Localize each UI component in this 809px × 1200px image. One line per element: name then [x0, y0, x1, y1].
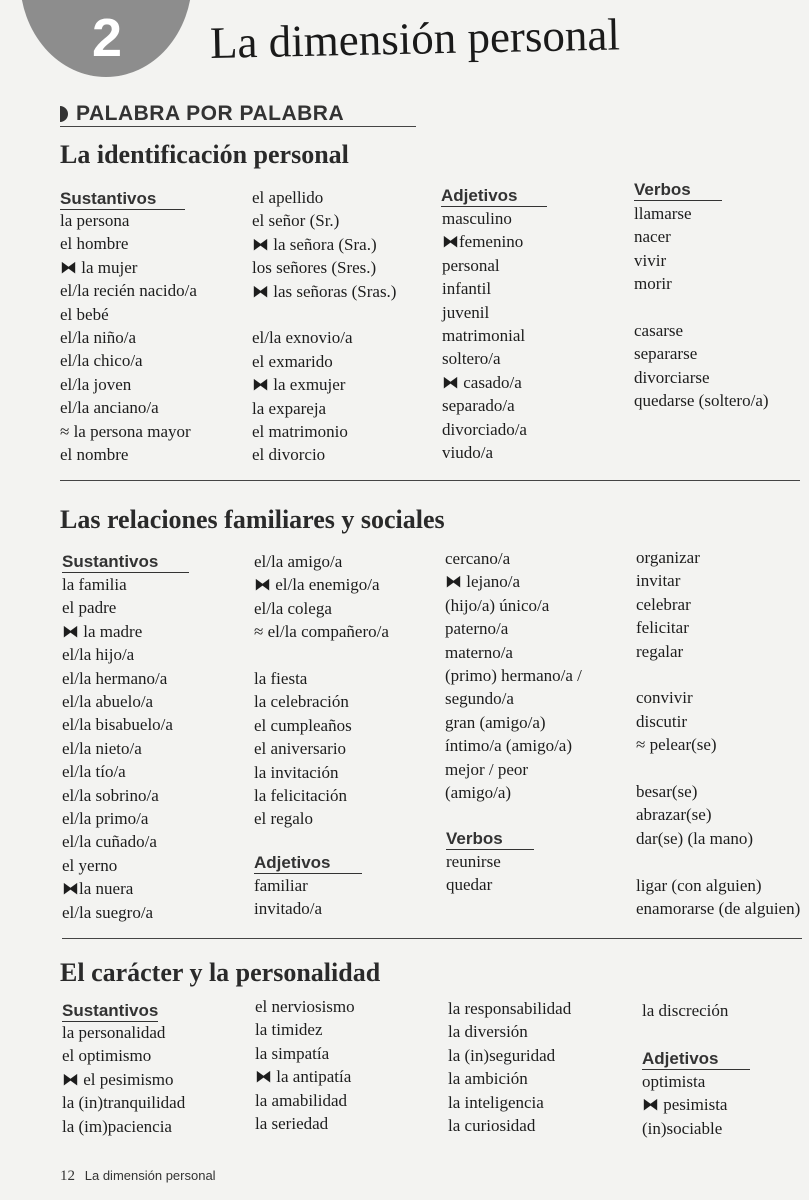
- section-divider: [62, 938, 802, 939]
- vocabulary-item: cercano/a: [445, 549, 511, 568]
- vocabulary-item: discutir: [636, 711, 687, 731]
- vocabulary-item: llamarse: [634, 204, 692, 223]
- vocabulary-item: felicitar: [636, 618, 689, 638]
- vocabulary-item: el matrimonio: [252, 422, 348, 442]
- vocabulary-item: dar(se) (la mano): [636, 828, 754, 848]
- vocabulary-item: la discreción: [642, 1001, 729, 1020]
- vocabulary-item: el divorcio: [252, 445, 326, 465]
- vocabulary-item: la personalidad: [62, 1023, 166, 1042]
- section-title-relaciones: Las relaciones familiares y sociales: [60, 505, 445, 534]
- column-heading-sustantivos: Sustantivos: [62, 551, 189, 573]
- vocabulary-item: la persona: [60, 211, 130, 230]
- vocabulary-item: el regalo: [254, 809, 313, 829]
- list-spacer: [634, 296, 769, 319]
- vocabulary-item: la expareja: [252, 398, 327, 418]
- vocabulary-item: el/la exnovio/a: [252, 328, 353, 348]
- vocabulary-item: ≈ el/la compañero/a: [254, 622, 389, 642]
- vocabulary-item: el/la colega: [254, 598, 332, 618]
- vocabulary-item: el/la abuelo/a: [62, 692, 154, 712]
- vocabulary-item: la diversión: [448, 1022, 528, 1042]
- vocabulary-item: ⧓ casado/a: [442, 372, 522, 392]
- list-spacer: [252, 303, 396, 326]
- vocabulary-item: juvenil: [442, 302, 490, 322]
- list-spacer: [636, 850, 800, 873]
- vocabulary-item: nacer: [634, 227, 671, 247]
- word-list-caracter-col2: [255, 995, 355, 1135]
- word-list-relaciones-col3: [445, 547, 582, 804]
- column-heading-verbos: Verbos: [634, 179, 722, 201]
- vocabulary-item: divorciarse: [634, 367, 710, 387]
- vocabulary-item: infantil: [442, 279, 492, 299]
- vocabulary-item: ⧓ la madre: [62, 621, 143, 641]
- vocabulary-item: invitar: [636, 571, 681, 591]
- vocabulary-item: paterno/a: [445, 619, 509, 639]
- vocabulary-item: el exmarido: [252, 351, 333, 371]
- column-heading-adjetivos: Adjetivos: [254, 852, 362, 874]
- vocabulary-item: (amigo/a): [445, 783, 512, 803]
- vocabulary-item: la celebración: [254, 692, 349, 712]
- vocabulary-item: (in)sociable: [642, 1118, 723, 1138]
- vocabulary-item: el optimismo: [62, 1046, 152, 1066]
- vocabulary-item: segundo/a: [445, 689, 514, 709]
- vocabulary-item: íntimo/a (amigo/a): [445, 736, 572, 756]
- word-list-identificacion-col2: [252, 186, 396, 467]
- vocabulary-item: besar(se): [636, 782, 698, 802]
- vocabulary-item: el/la hijo/a: [62, 645, 135, 665]
- vocabulary-item: el señor (Sr.): [252, 211, 340, 231]
- list-spacer: [636, 663, 800, 686]
- word-list-caracter-sustantivos: [62, 1021, 185, 1138]
- vocabulary-item: la familia: [62, 575, 127, 594]
- vocabulary-item: el yerno: [62, 855, 118, 875]
- footer-title: La dimensión personal: [84, 1168, 216, 1183]
- vocabulary-item: matrimonial: [442, 326, 526, 346]
- vocabulary-item: ⧓ la señora (Sra.): [252, 234, 377, 254]
- vocabulary-item: la curiosidad: [448, 1116, 536, 1136]
- vocabulary-item: gran (amigo/a): [445, 712, 546, 732]
- vocabulary-item: regalar: [636, 641, 684, 661]
- vocabulary-item: la simpatía: [255, 1043, 330, 1063]
- column-heading-sustantivos: Sustantivos: [62, 1001, 159, 1020]
- vocabulary-item: masculino: [442, 209, 512, 228]
- vocabulary-item: ⧓ pesimista: [642, 1095, 728, 1115]
- vocabulary-item: celebrar: [636, 594, 691, 614]
- section-title-caracter: El carácter y la personalidad: [60, 958, 381, 987]
- vocabulary-item: ⧓ lejano/a: [445, 572, 521, 592]
- vocabulary-item: separarse: [634, 344, 698, 364]
- vocabulary-item: vivir: [634, 250, 667, 270]
- word-list-identificacion-adjetivos: [442, 207, 527, 464]
- vocabulary-item: optimista: [642, 1072, 706, 1091]
- vocabulary-item: personal: [442, 255, 500, 275]
- word-list-relaciones-sustantivos: [62, 573, 173, 924]
- vocabulary-item: quedar: [446, 875, 493, 895]
- vocabulary-item: el/la hermano/a: [62, 668, 168, 688]
- chapter-number: 2: [91, 8, 123, 68]
- chapter-title: La dimensión personal: [209, 9, 621, 68]
- word-list-relaciones-verbos: [446, 850, 501, 897]
- word-list-caracter-col4: [642, 999, 728, 1022]
- word-list-relaciones-col2: [254, 550, 389, 831]
- vocabulary-item: ⧓ el/la enemigo/a: [254, 575, 380, 595]
- word-list-caracter-adjetivos: [642, 1070, 727, 1140]
- vocabulary-item: la (in)seguridad: [448, 1045, 556, 1065]
- vocabulary-item: invitado/a: [254, 899, 322, 919]
- vocabulary-item: los señores (Sres.): [252, 258, 377, 278]
- vocabulary-item: viudo/a: [442, 443, 493, 463]
- vocabulary-item: el/la amigo/a: [254, 552, 343, 571]
- section-kicker: [60, 102, 416, 127]
- list-spacer: [254, 644, 389, 667]
- vocabulary-item: reunirse: [446, 852, 501, 871]
- section-divider: [60, 480, 800, 481]
- vocabulary-item: (hijo/a) único/a: [445, 595, 550, 615]
- vocabulary-item: la seriedad: [255, 1114, 329, 1134]
- vocabulary-item: ⧓ las señoras (Sras.): [252, 281, 397, 301]
- vocabulary-item: la amabilidad: [255, 1090, 348, 1110]
- section-title-identificacion: La identificación personal: [60, 140, 349, 169]
- vocabulary-item: la felicitación: [254, 786, 347, 806]
- vocabulary-item: el/la niño/a: [60, 328, 137, 348]
- vocabulary-item: la (in)tranquilidad: [62, 1093, 186, 1113]
- word-list-identificacion-verbos: [634, 202, 769, 413]
- vocabulary-item: ≈ la persona mayor: [60, 421, 191, 441]
- vocabulary-item: ⧓la nuera: [62, 879, 134, 899]
- vocabulary-item: familiar: [254, 876, 308, 895]
- vocabulary-item: divorciado/a: [442, 419, 527, 439]
- vocabulary-item: la ambición: [448, 1069, 528, 1089]
- column-heading-verbos: Verbos: [446, 828, 534, 850]
- vocabulary-item: el padre: [62, 598, 117, 618]
- half-circle-bullet-icon: [60, 106, 68, 122]
- vocabulary-item: el bebé: [60, 304, 109, 324]
- vocabulary-item: el nerviosismo: [255, 997, 355, 1016]
- vocabulary-item: ⧓femenino: [442, 232, 524, 252]
- column-heading-adjetivos: Adjetivos: [441, 185, 547, 207]
- vocabulary-item: organizar: [636, 548, 700, 567]
- vocabulary-item: morir: [634, 274, 672, 294]
- vocabulary-item: el/la suegro/a: [62, 902, 154, 922]
- word-list-caracter-col3: [448, 997, 571, 1137]
- vocabulary-item: separado/a: [442, 396, 515, 416]
- vocabulary-item: el aniversario: [254, 739, 347, 759]
- vocabulary-item: el/la nieto/a: [62, 738, 142, 758]
- vocabulary-item: ≈ pelear(se): [636, 735, 717, 755]
- vocabulary-item: el hombre: [60, 234, 129, 254]
- vocabulary-item: la (im)paciencia: [62, 1116, 172, 1136]
- vocabulary-item: ⧓ la exmujer: [252, 375, 346, 395]
- vocabulary-item: el/la anciano/a: [60, 398, 159, 418]
- vocabulary-item: materno/a: [445, 642, 513, 662]
- vocabulary-item: ⧓ el pesimismo: [62, 1069, 174, 1089]
- vocabulary-item: el/la bisabuelo/a: [62, 715, 173, 735]
- word-list-relaciones-adjetivos: [254, 874, 322, 921]
- vocabulary-item: el/la cuñado/a: [62, 832, 157, 852]
- vocabulary-item: enamorarse (de alguien): [636, 899, 801, 919]
- word-list-relaciones-col4: [636, 546, 800, 920]
- vocabulary-item: la invitación: [254, 762, 339, 782]
- vocabulary-item: mejor / peor: [445, 759, 529, 779]
- vocabulary-item: quedarse (soltero/a): [634, 391, 769, 411]
- section-kicker-label: PALABRA POR PALABRA: [76, 102, 345, 125]
- vocabulary-item: la responsabilidad: [448, 999, 572, 1018]
- vocabulary-item: casarse: [634, 321, 684, 341]
- vocabulary-item: la inteligencia: [448, 1092, 544, 1112]
- vocabulary-item: la timidez: [255, 1020, 323, 1040]
- vocabulary-item: la fiesta: [254, 669, 308, 689]
- vocabulary-item: ⧓ la mujer: [60, 257, 138, 277]
- vocabulary-item: el/la primo/a: [62, 809, 149, 829]
- list-spacer: [636, 757, 800, 780]
- vocabulary-item: el/la sobrino/a: [62, 785, 159, 805]
- vocabulary-item: el/la joven: [60, 374, 132, 394]
- vocabulary-item: el apellido: [252, 188, 324, 207]
- vocabulary-item: el nombre: [60, 445, 129, 465]
- column-heading-sustantivos: Sustantivos: [60, 188, 185, 210]
- vocabulary-item: el/la chico/a: [60, 351, 143, 371]
- page-number: 12: [60, 1168, 75, 1184]
- vocabulary-item: convivir: [636, 688, 693, 708]
- vocabulary-item: soltero/a: [442, 349, 501, 369]
- vocabulary-item: ligar (con alguien): [636, 875, 762, 895]
- vocabulary-item: el/la recién nacido/a: [60, 281, 197, 301]
- vocabulary-item: el cumpleaños: [254, 715, 352, 735]
- vocabulary-item: ⧓ la antipatía: [255, 1067, 352, 1087]
- vocabulary-item: el/la tío/a: [62, 762, 126, 782]
- vocabulary-item: abrazar(se): [636, 805, 712, 825]
- page-footer: [60, 1166, 216, 1186]
- vocabulary-item: (primo) hermano/a /: [445, 666, 582, 686]
- column-heading-adjetivos: Adjetivos: [642, 1048, 750, 1070]
- word-list-identificacion-sustantivos: [60, 209, 197, 466]
